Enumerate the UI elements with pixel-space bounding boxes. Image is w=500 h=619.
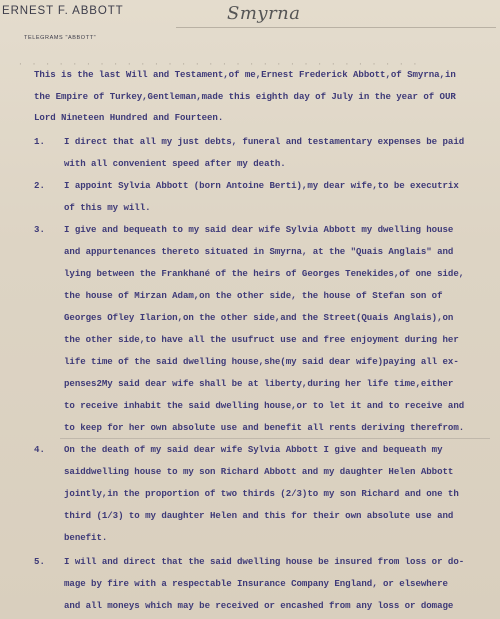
clause-line: benefit. xyxy=(64,532,108,543)
preamble-line: Lord Nineteen Hundred and Fourteen. xyxy=(34,112,224,123)
clause-number: 3. xyxy=(34,224,45,235)
clause-line: to receive inhabit the said dwelling house,or to let it and to receive and xyxy=(64,400,465,411)
clause-line: the other side,to have all the usufruct use and free enjoyment during her xyxy=(64,334,459,345)
clause-line: to keep for her own absolute use and benefit all rents deriving therefrom. xyxy=(64,422,465,433)
clause-line: and appurtenances thereto situated in Smyrna, at the "Quais Anglais" and xyxy=(64,246,454,257)
clause-number: 4. xyxy=(34,444,45,455)
clause-line: with all convenient speed after my death. xyxy=(64,158,286,169)
clause-line: I appoint Sylvia Abbott (born Antoine Berti),my dear wife,to be executrix xyxy=(64,180,459,191)
letterhead-name: ERNEST F. ABBOTT xyxy=(2,5,124,17)
clause-line: Georges Ofley Ilarion,on the other side,and the Street(Quais Anglais),on xyxy=(64,312,454,323)
clause-line: life time of the said dwelling house,she(my said dear wife)paying all ex- xyxy=(64,356,459,367)
preamble-line: the Empire of Turkey,Gentleman,made this eighth day of July in the year of OUR xyxy=(34,91,456,102)
place-heading: Smyrna xyxy=(227,3,301,24)
clause-line: I direct that all my just debts, funeral and testamentary expenses be paid xyxy=(64,136,465,147)
clause-line: jointly,in the proportion of two thirds (2/3)to my son Richard and one th xyxy=(64,488,459,499)
clause-line: I will and direct that the said dwelling house be insured from loss or do- xyxy=(64,556,465,567)
clause-line: On the death of my said dear wife Sylvia Abbott I give and bequeath my xyxy=(64,444,443,455)
clause-line: third (1/3) to my daughter Helen and this for their own absolute use and xyxy=(64,510,454,521)
section-rule xyxy=(60,438,490,439)
letterhead-telegrams: TELEGRAMS "ABBOTT" xyxy=(24,35,97,41)
header-rule xyxy=(176,27,496,28)
clause-number: 5. xyxy=(34,556,45,567)
clause-number: 2. xyxy=(34,180,45,191)
dotted-guide: · · · · · · · · · · · · · · · · · · · · · · · · · · · · · · xyxy=(18,60,420,69)
clause-line: I give and bequeath to my said dear wife Sylvia Abbott my dwelling house xyxy=(64,224,454,235)
clause-line: penses2My said dear wife shall be at liberty,during her life time,either xyxy=(64,378,454,389)
clause-line: the house of Mirzan Adam,on the other side, the house of Stefan son of xyxy=(64,290,443,301)
preamble-line: This is the last Will and Testament,of me,Ernest Frederick Abbott,of Smyrna,in xyxy=(34,69,456,80)
clause-line: saiddwelling house to my son Richard Abbott and my daughter Helen Abbott xyxy=(64,466,454,477)
clause-line: lying between the Frankhané of the heirs of Georges Tenekides,of one side, xyxy=(64,268,465,279)
clause-number: 1. xyxy=(34,136,45,147)
clause-line: mage by fire with a respectable Insurance Company England, or elsewhere xyxy=(64,578,448,589)
clause-line: and all moneys which may be received or encashed from any loss or domage xyxy=(64,600,454,611)
clause-line: of this my will. xyxy=(64,202,151,213)
